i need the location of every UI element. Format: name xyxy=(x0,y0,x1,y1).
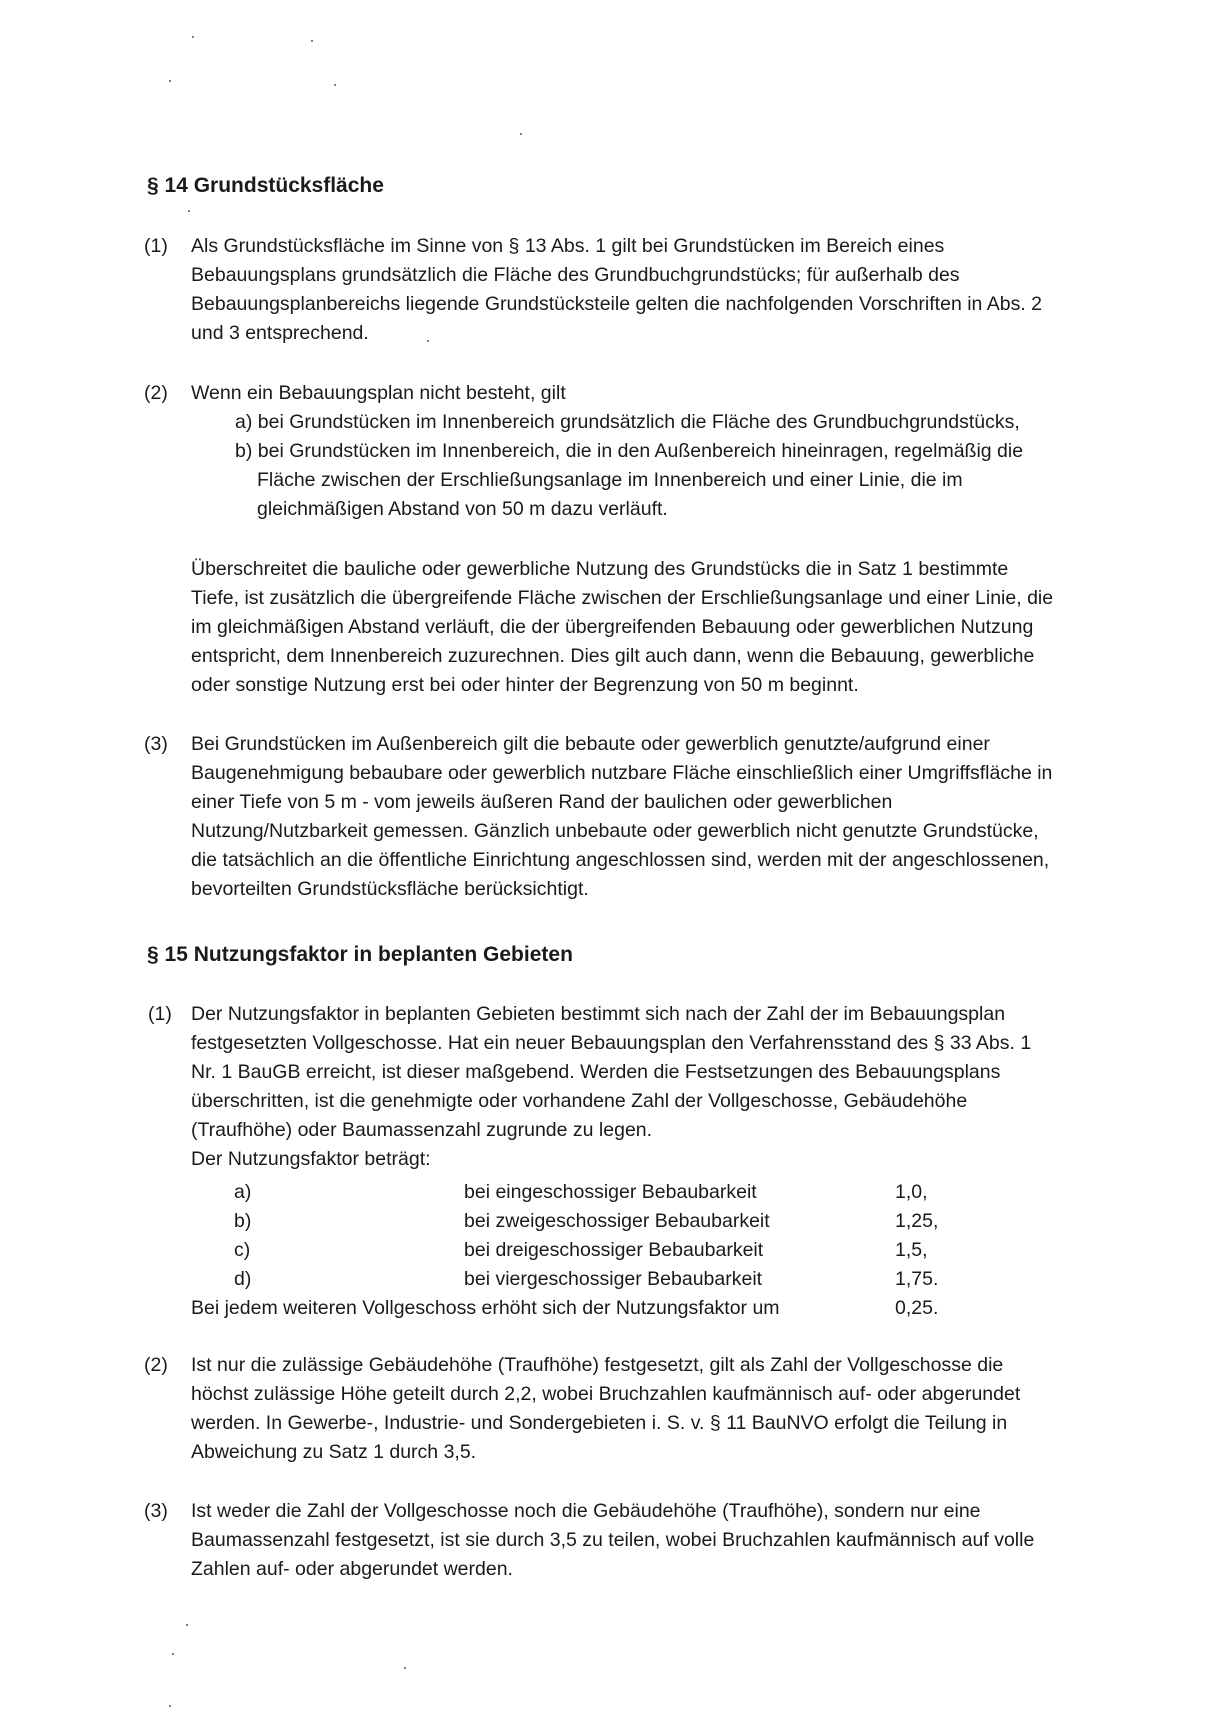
text-line: Tiefe, ist zusätzlich die übergreifende Fläche zwischen der Erschließungsanlage und einer Linie, die xyxy=(191,587,1054,609)
factor-label: bei dreigeschossiger Bebaubarkeit xyxy=(464,1239,764,1261)
text-line: Ist weder die Zahl der Vollgeschosse noch die Gebäudehöhe (Traufhöhe), sondern nur eine xyxy=(191,1500,981,1522)
text-line: Als Grundstücksfläche im Sinne von § 13 Abs. 1 gilt bei Grundstücken im Bereich eines xyxy=(191,235,945,257)
section-15-heading: § 15 Nutzungsfaktor in beplanten Gebieten xyxy=(147,943,573,966)
text-line: oder sonstige Nutzung erst bei oder hinter der Begrenzung von 50 m beginnt. xyxy=(191,674,859,696)
s15-paragraph-1 xyxy=(191,1000,1091,1174)
s15-paragraph-2 xyxy=(191,1351,1091,1467)
text-line: Ist nur die zulässige Gebäudehöhe (Traufhöhe) festgesetzt, gilt als Zahl der Vollgeschosse die xyxy=(191,1354,1004,1376)
text-line: Bebauungsplans grundsätzlich die Fläche des Grundbuchgrundstücks; für außerhalb des xyxy=(191,264,960,286)
table-row xyxy=(191,1236,991,1265)
factor-label: bei zweigeschossiger Bebaubarkeit xyxy=(464,1210,770,1232)
factor-key: b) xyxy=(234,1210,252,1232)
table-row xyxy=(191,1265,991,1294)
text-line: Baugenehmigung bebaubare oder gewerblich nutzbare Fläche einschließlich einer Umgriffsfläche in xyxy=(191,762,1053,784)
s14-paragraph-2 xyxy=(191,379,1091,524)
s14-p3-number: (3) xyxy=(144,733,168,755)
text-line: bevorteilten Grundstücksfläche berücksichtigt. xyxy=(191,878,589,900)
text-line: festgesetzten Vollgeschosse. Hat ein neuer Bebauungsplan den Verfahrensstand des § 33 Abs. 1 xyxy=(191,1032,1032,1054)
factor-value: 1,5, xyxy=(895,1239,928,1261)
text-line: Nutzung/Nutzbarkeit gemessen. Gänzlich unbebaute oder gewerblich nicht genutzte Grundstücke, xyxy=(191,820,1039,842)
scan-speck xyxy=(169,1705,171,1707)
factor-key: d) xyxy=(234,1268,252,1290)
text-line: einer Tiefe von 5 m - vom jeweils äußeren Rand der baulichen oder gewerblichen xyxy=(191,791,893,813)
scan-speck xyxy=(334,84,336,86)
nutzungsfaktor-table xyxy=(191,1178,991,1323)
text-line: Der Nutzungsfaktor in beplanten Gebieten bestimmt sich nach der Zahl der im Bebauungsplan xyxy=(191,1003,1006,1025)
factor-label: bei eingeschossiger Bebaubarkeit xyxy=(464,1181,757,1203)
text-line: die tatsächlich an die öffentliche Einrichtung angeschlossen sind, werden mit der angeschlossenen, xyxy=(191,849,1050,871)
text-line: im gleichmäßigen Abstand verläuft, die der übergreifenden Bebauung oder gewerblichen Nutzung xyxy=(191,616,1034,638)
text-line: und 3 entsprechend. xyxy=(191,322,369,344)
factor-key: a) xyxy=(234,1181,252,1203)
text-line: höchst zulässige Höhe geteilt durch 2,2, wobei Bruchzahlen kaufmännisch auf- oder abgerundet xyxy=(191,1383,1021,1405)
s14-p1-number: (1) xyxy=(144,235,168,257)
scan-speck xyxy=(427,340,429,342)
table-row xyxy=(191,1294,991,1323)
scan-speck xyxy=(404,1667,406,1669)
list-item-b: b) bei Grundstücken im Innenbereich, die in den Außenbereich hineinragen, regelmäßig die xyxy=(235,440,1024,462)
scan-speck xyxy=(172,1653,174,1655)
text-line: Fläche zwischen der Erschließungsanlage im Innenbereich und einer Linie, die im xyxy=(257,469,963,491)
list-item-a: a) bei Grundstücken im Innenbereich grundsätzlich die Fläche des Grundbuchgrundstücks, xyxy=(235,411,1020,433)
text-line: werden. In Gewerbe-, Industrie- und Sondergebieten i. S. v. § 11 BauNVO erfolgt die Teilung in xyxy=(191,1412,1008,1434)
s14-paragraph-1 xyxy=(191,232,1091,348)
scan-speck xyxy=(192,36,194,38)
s15-p3-number: (3) xyxy=(144,1500,168,1522)
factor-extra-label: Bei jedem weiteren Vollgeschoss erhöht sich der Nutzungsfaktor um xyxy=(191,1297,780,1319)
scan-speck xyxy=(311,40,313,42)
text-line: Überschreitet die bauliche oder gewerbliche Nutzung des Grundstücks die in Satz 1 bestimmte xyxy=(191,558,1009,580)
text-line: überschritten, ist die genehmigte oder vorhandene Zahl der Vollgeschosse, Gebäudehöhe xyxy=(191,1090,968,1112)
scan-speck xyxy=(169,80,171,82)
text-line: (Traufhöhe) oder Baumassenzahl zugrunde zu legen. xyxy=(191,1119,653,1141)
text-line: entspricht, dem Innenbereich zuzurechnen. Dies gilt auch dann, wenn die Bebauung, gewerbliche xyxy=(191,645,1035,667)
s14-p2-number: (2) xyxy=(144,382,168,404)
s15-p1-number: (1) xyxy=(148,1003,172,1025)
text-line: Abweichung zu Satz 1 durch 3,5. xyxy=(191,1441,477,1463)
scan-speck xyxy=(188,210,190,212)
text-line: Zahlen auf- oder abgerundet werden. xyxy=(191,1558,513,1580)
s15-paragraph-3 xyxy=(191,1497,1091,1584)
s14-paragraph-2-continued xyxy=(191,555,1091,700)
text-line: gleichmäßigen Abstand von 50 m dazu verläuft. xyxy=(257,498,668,520)
factor-value: 1,75. xyxy=(895,1268,939,1290)
factor-value: 1,0, xyxy=(895,1181,928,1203)
text-line: Der Nutzungsfaktor beträgt: xyxy=(191,1148,431,1170)
factor-value: 1,25, xyxy=(895,1210,939,1232)
section-14-heading: § 14 Grundstücksfläche xyxy=(147,174,384,197)
factor-extra-value: 0,25. xyxy=(895,1297,939,1319)
text-line: Bei Grundstücken im Außenbereich gilt die bebaute oder gewerblich genutzte/aufgrund einer xyxy=(191,733,990,755)
text-line: Bebauungsplanbereichs liegende Grundstücksteile gelten die nachfolgenden Vorschriften in Abs. 2 xyxy=(191,293,1043,315)
table-row xyxy=(191,1178,991,1207)
scan-speck xyxy=(186,1624,188,1626)
text-line: Wenn ein Bebauungsplan nicht besteht, gilt xyxy=(191,382,566,404)
factor-key: c) xyxy=(234,1239,251,1261)
factor-label: bei viergeschossiger Bebaubarkeit xyxy=(464,1268,763,1290)
s15-p2-number: (2) xyxy=(144,1354,168,1376)
s14-paragraph-3 xyxy=(191,730,1091,904)
scan-speck xyxy=(520,133,522,135)
text-line: Baumassenzahl festgesetzt, ist sie durch 3,5 zu teilen, wobei Bruchzahlen kaufmännisch auf volle xyxy=(191,1529,1035,1551)
text-line: Nr. 1 BauGB erreicht, ist dieser maßgebend. Werden die Festsetzungen des Bebauungsplans xyxy=(191,1061,1001,1083)
table-row xyxy=(191,1207,991,1236)
